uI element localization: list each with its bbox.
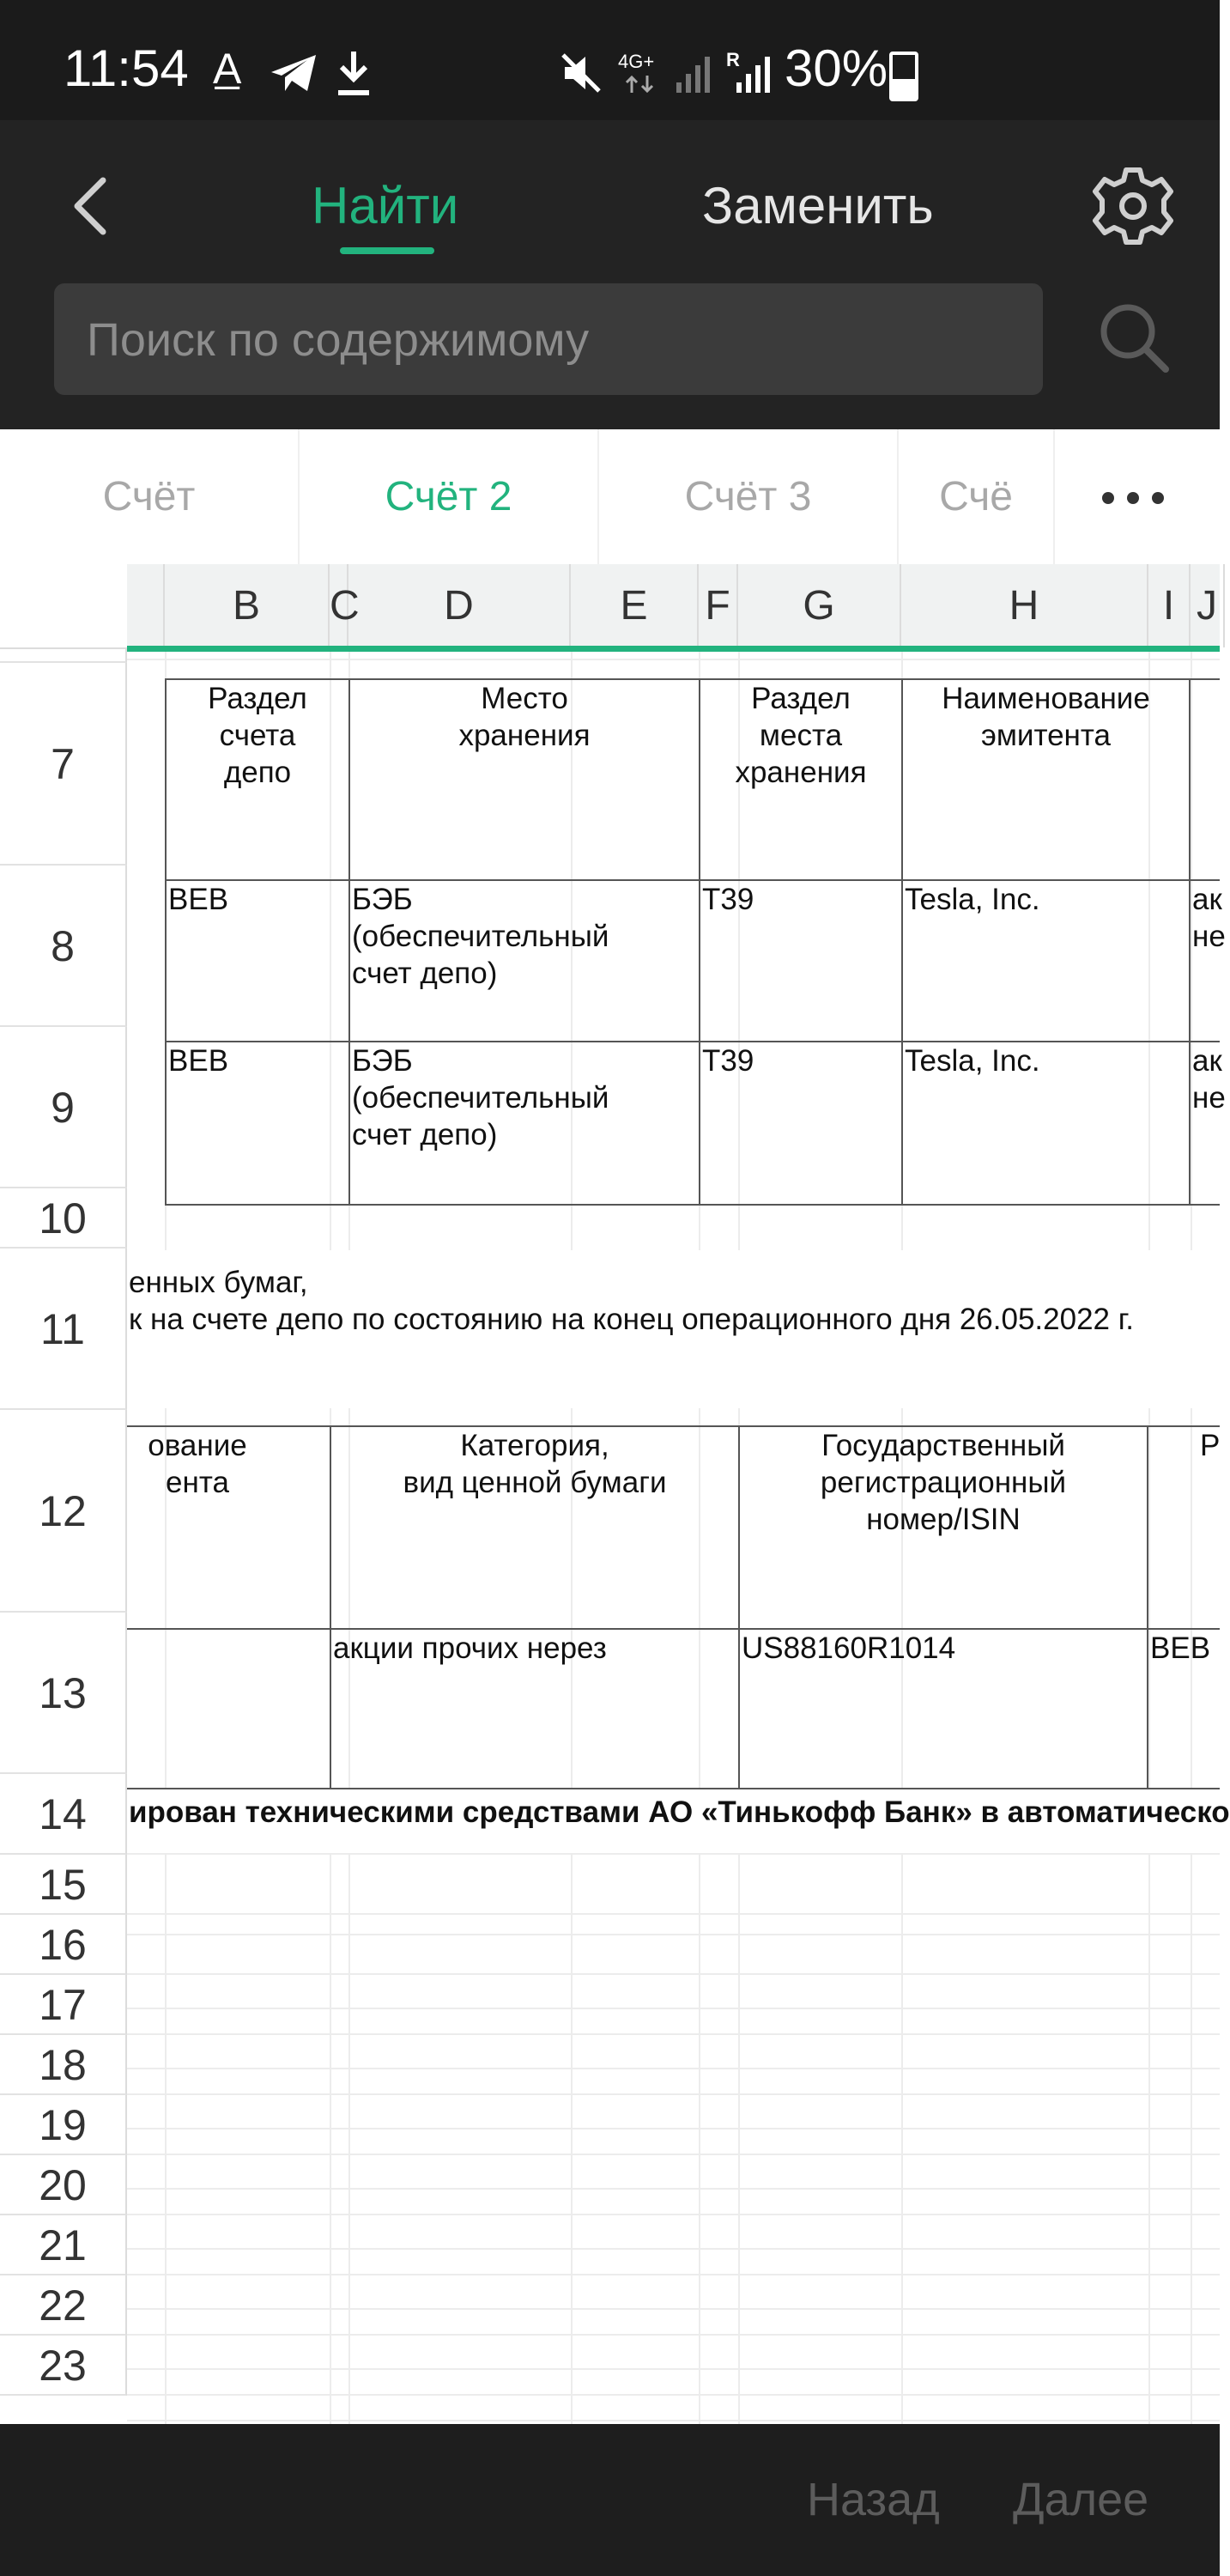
table2-border [1147,1425,1148,1789]
row-header-22[interactable]: 22 [0,2275,127,2336]
cell-g8[interactable]: T39 [702,883,754,916]
sheet-tabs-bar [0,429,1220,566]
gridline [127,1973,1220,1975]
more-options-icon[interactable] [1094,481,1172,515]
gridline [127,2368,1220,2370]
header-depo-section: Раздел счета депо [208,682,307,789]
telegram-icon [268,52,319,94]
gridline [127,2394,1220,2396]
row-header-18[interactable]: 18 [0,2035,127,2095]
row-header-6[interactable] [0,647,127,663]
signal-weak-icon [675,53,712,94]
row11-text: енных бумаг, к на счете депо по состоянию на конец операционного дня 26.05.2022 г. [129,1266,1134,1336]
gridline [127,2420,1220,2421]
gridline [127,2033,1220,2035]
gridline [127,2068,1220,2069]
row-header-19[interactable]: 19 [0,2095,127,2155]
header-storage-section: Раздел места хранения [735,682,867,789]
gridline [127,659,1220,660]
column-header-i[interactable]: I [1148,564,1191,647]
cell-h9[interactable]: Tesla, Inc. [905,1044,1040,1078]
cell-d9[interactable]: БЭБ (обеспечительный счет депо) [352,1044,609,1151]
active-tab-indicator [340,247,434,254]
gridline [127,2248,1220,2250]
cell-h8[interactable]: Tesla, Inc. [905,883,1040,916]
cell-b9[interactable]: BEB [168,1044,229,1078]
header-issuer-name-partial: ование ента [148,1429,247,1499]
gridline [127,2274,1220,2275]
sheet-tab-2[interactable]: Счёт 2 [300,429,599,564]
gridline [127,1913,1220,1915]
column-header-d[interactable]: D [348,564,571,647]
battery-percent: 30% [785,39,888,97]
row-header-20[interactable]: 20 [0,2155,127,2215]
gridline [127,2008,1220,2009]
header-storage-place: Место хранения [458,682,591,752]
table1-border [901,678,903,1206]
font-a-icon: A̲ [213,45,242,93]
gridline [127,2214,1220,2215]
sheet-tab-3[interactable]: Счёт 3 [599,429,899,564]
table1-border [165,1041,1220,1042]
column-header-bar [127,564,1220,647]
header-issuer-name: Наименование эмитента [942,682,1150,752]
roaming-indicator: R [726,49,740,70]
row-header-13[interactable]: 13 [0,1613,127,1774]
search-input[interactable] [85,283,1015,397]
column-header-h[interactable]: H [901,564,1148,647]
search-icon[interactable] [1095,299,1172,376]
cell-j8[interactable]: ак не [1192,883,1226,953]
gridline [127,2334,1220,2336]
header-isin: Государственный регистрационный номер/ISIN [820,1429,1067,1536]
row-header-10[interactable]: 10 [0,1188,127,1249]
row-header-8[interactable]: 8 [0,866,127,1027]
column-header-f[interactable]: F [699,564,738,647]
cell-g9[interactable]: T39 [702,1044,754,1078]
row-header-17[interactable]: 17 [0,1975,127,2035]
row-header-15[interactable]: 15 [0,1855,127,1915]
sheet-tab-4[interactable]: Счё [899,429,1055,564]
clock: 11:54 [64,39,189,97]
column-header-e[interactable]: E [571,564,699,647]
column-header-accent-line [127,646,1220,652]
mute-icon [560,52,603,94]
cell-j9[interactable]: ак не [1192,1044,1226,1115]
column-header-a[interactable] [127,564,165,647]
gridline [127,1934,1220,1935]
row-header-11[interactable]: 11 [0,1249,127,1410]
table1-border [1189,678,1191,1206]
next-button[interactable]: Далее [1013,2474,1149,2525]
table1-border [165,1204,1220,1206]
select-all-corner[interactable] [0,564,129,649]
gridline [127,2154,1220,2155]
row-header-21[interactable]: 21 [0,2215,127,2275]
row-header-7[interactable]: 7 [0,663,127,866]
tab-replace[interactable]: Заменить [702,177,934,234]
row-header-12[interactable]: 12 [0,1410,127,1613]
column-header-c[interactable]: C [330,564,348,647]
header-security-category: Категория, вид ценной бумаги [403,1429,667,1499]
row-header-23[interactable]: 23 [0,2336,127,2396]
cell-row13-section[interactable]: BEB [1150,1631,1211,1665]
data-arrows-icon [623,74,657,94]
spreadsheet-grid[interactable] [0,564,1230,2424]
gridline [127,2188,1220,2190]
bottom-navigation-bar [0,2424,1220,2576]
gridline [127,2308,1220,2310]
row-header-9[interactable]: 9 [0,1027,127,1188]
table1-border [165,879,1220,881]
row-header-14[interactable]: 14 [0,1774,127,1855]
find-replace-header [0,120,1220,429]
download-icon [335,50,373,96]
header-partial-r: Р [1200,1429,1221,1462]
row14-text: ирован техническими средствами АО «Тинькофф Банк» в автоматическо [129,1795,1230,1829]
cell-d8[interactable]: БЭБ (обеспечительный счет депо) [352,883,609,990]
table1-border [348,678,350,1206]
cell-row13-isin[interactable]: US88160R1014 [742,1631,956,1665]
back-arrow-icon[interactable] [60,172,129,240]
back-button[interactable]: Назад [807,2474,940,2525]
search-field[interactable] [54,283,1043,395]
gear-icon[interactable] [1090,163,1176,249]
signal-icon [735,53,773,94]
network-type: 4G+ [618,51,655,72]
sheet-tab-1[interactable]: Счёт [0,429,300,564]
column-header-b[interactable]: B [165,564,330,647]
column-header-g[interactable]: G [738,564,901,647]
gridline [127,2128,1220,2129]
status-bar [0,0,1220,120]
gridline [1148,647,1150,2425]
table2-border [127,1628,1220,1630]
row-header-16[interactable]: 16 [0,1915,127,1975]
cell-row13-category[interactable]: акции прочих нерез [333,1631,607,1665]
cell-b8[interactable]: BEB [168,883,229,916]
column-header-j[interactable]: J [1191,564,1225,647]
gridline [127,2093,1220,2095]
battery-icon [889,52,918,101]
gridline [127,1853,1220,1855]
tab-find[interactable]: Найти [312,177,459,234]
